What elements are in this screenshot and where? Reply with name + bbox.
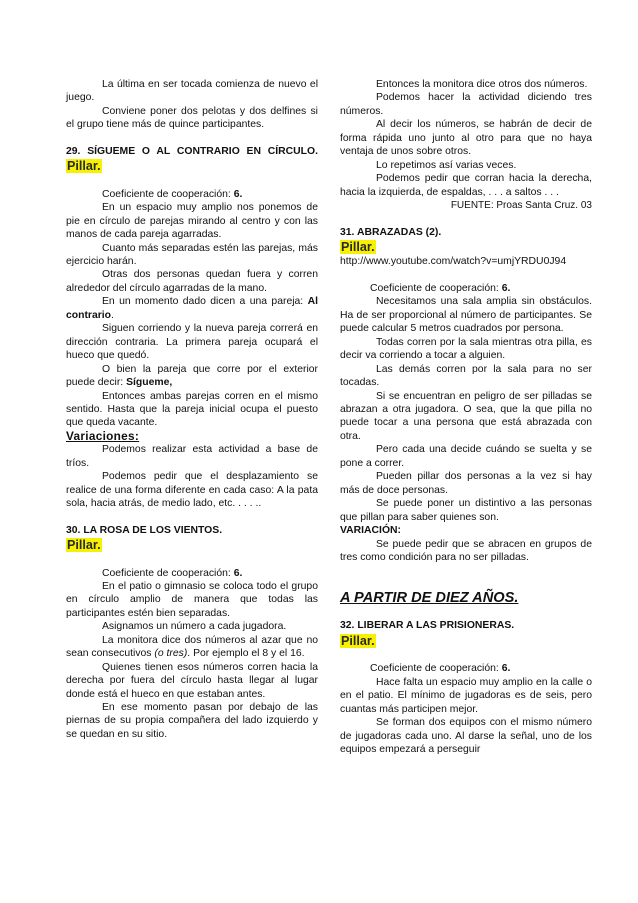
paragraph: En ese momento pasan por debajo de las piernas de su propia compañera del lado izquierdo y se quedan en su sitio. (66, 702, 318, 740)
paragraph: Podemos realizar esta actividad a base de tríos. (66, 444, 318, 469)
paragraph: Las demás corren por la sala para no ser tocadas. (340, 363, 592, 389)
paragraph: En un momento dado dicen a una pareja: Al contrario. (66, 296, 318, 321)
paragraph: Se forman dos equipos con el mismo número de jugadoras cada uno. Al darse la señal, uno de los equipos empezará a perseguir (340, 717, 592, 756)
paragraph: Si se encuentran en peligro de ser pilladas se abrazan a otra jugadora. O sea, que la que pilla no puede tocar a una persona que está abrazada con otra. (340, 390, 592, 442)
paragraph: Podemos pedir que corran hacia la derecha, hacia la izquierda, de espaldas, . . . a saltos . . . (340, 173, 592, 198)
paragraph: La monitora dice dos números al azar que no sean consecutivos (o tres). Por ejemplo el 8 y el 16. (66, 634, 318, 660)
paragraph: Necesitamos una sala amplia sin obstáculos. Ha de ser proporcional al número de participantes. Se puede calcular 5 metros cuadrados por persona. (340, 296, 592, 335)
paragraph: Asignamos un número a cada jugadora. (102, 621, 287, 633)
paragraph: Lo repetimos así varias veces. (376, 159, 517, 171)
section-32-title: 32. LIBERAR A LAS PRISIONERAS. (340, 620, 515, 632)
section-32-tag: Pillar. (341, 633, 375, 648)
section-29-tag: Pillar. (67, 159, 101, 174)
paragraph: Entonces la monitora dice otros dos números. (376, 79, 588, 90)
coefficient-line: Coeficiente de cooperación: 6. (370, 663, 511, 675)
variations-heading: Variaciones: (66, 428, 140, 443)
paragraph: Entonces ambas parejas corren en el mismo sentido. Hasta que la pareja inicial ocupa el puesto que queda vacante. (66, 390, 318, 429)
section-31-tag: Pillar. (341, 239, 375, 254)
paragraph: Todas corren por la sala mientras otra pilla, es decir va corriendo a tocar a alguien. (340, 336, 592, 362)
paragraph: Pueden pillar dos personas a la vez si hay más de doce personas. (340, 471, 592, 496)
coefficient-line: Coeficiente de cooperación: 6. (370, 282, 511, 294)
section-31-title: 31. ABRAZADAS (2). (340, 226, 442, 238)
paragraph: Podemos hacer la actividad diciendo tres números. (340, 92, 592, 117)
coefficient-line: Coeficiente de cooperación: 6. (102, 567, 243, 579)
paragraph: Conviene poner dos pelotas y dos delfines si el grupo tiene más de quince participantes. (66, 105, 318, 131)
paragraph: Se puede poner un distintivo a las personas que pillan para saber quienes son. (340, 498, 592, 523)
section-30-tag: Pillar. (67, 538, 101, 553)
paragraph: La última en ser tocada comienza de nuevo el juego. (66, 79, 318, 104)
paragraph: Al decir los números, se habrán de decir de forma rápida uno junto al otro para que no haya ventaja de unos sobre otros. (340, 119, 592, 158)
section-30-title: 30. LA ROSA DE LOS VIENTOS. (66, 524, 223, 536)
source-credit: FUENTE: Proas Santa Cruz. 03 (450, 200, 592, 212)
variation-heading: VARIACIÓN: (340, 525, 401, 537)
paragraph: Quienes tienen esos números corren hacia la derecha por fuera del círculo hasta llegar al lugar donde está el hueco en que estaban antes. (66, 661, 318, 700)
coefficient-line: Coeficiente de cooperación: 6. (102, 188, 243, 200)
paragraph: Cuanto más separadas estén las parejas, más ejercicio harán. (66, 242, 318, 267)
age-heading: A PARTIR DE DIEZ AÑOS. (340, 590, 519, 607)
paragraph: Podemos pedir que el desplazamiento se realice de una forma diferente en cada caso: A la pata sola, hacia atrás, de medio lado, etc. . . . .. (66, 471, 318, 510)
paragraph: En el patio o gimnasio se coloca todo el grupo en círculo amplio de manera que todas las participantes estén bien separadas. (66, 580, 318, 619)
paragraph: O bien la pareja que corre por el exterior puede decir: Sígueme, (66, 363, 318, 389)
section-29-title: 29. SÍGUEME O AL CONTRARIO EN CÍRCULO. (66, 145, 318, 157)
video-link[interactable]: http://www.youtube.com/watch?v=umjYRDU0J94 (340, 256, 567, 268)
paragraph: En un espacio muy amplio nos ponemos de pie en círculo de parejas mirando al centro y con las manos de cada pareja agarradas. (66, 202, 318, 241)
right-column (340, 78, 592, 756)
paragraph: Siguen corriendo y la nueva pareja correrá en dirección contraria. La primera pareja ocupará el hueco que quedó. (66, 323, 318, 362)
paragraph: Otras dos personas quedan fuera y corren alrededor del círculo agarradas de la mano. (66, 269, 318, 294)
paragraph: Pero cada una decide cuándo se suelta y se pone a correr. (340, 444, 592, 469)
paragraph: Hace falta un espacio muy amplio en la calle o en el patio. El mínimo de jugadoras es de seis, pero cuantas más participen mejor. (340, 676, 592, 715)
left-column (66, 78, 318, 741)
paragraph: Se puede pedir que se abracen en grupos de tres como condición para no ser pilladas. (340, 538, 592, 563)
